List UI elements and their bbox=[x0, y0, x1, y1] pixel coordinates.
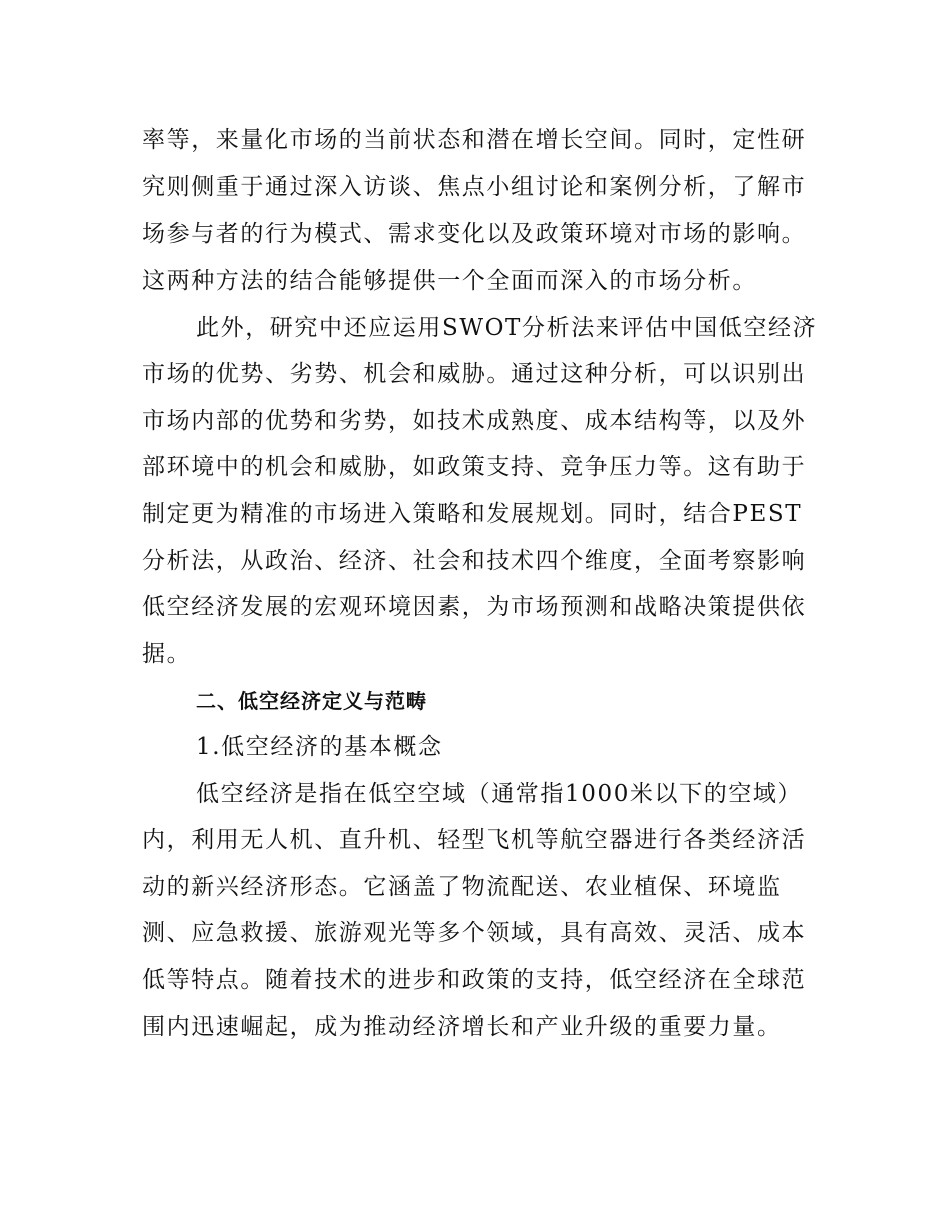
paragraph-line: 市场的优势、劣势、机会和威胁。通过这种分析，可以识别出 bbox=[142, 361, 807, 387]
paragraph-line: 此外，研究中还应运用SWOT分析法来评估中国低空经济 bbox=[196, 315, 818, 341]
paragraph-line: 低等特点。随着技术的进步和政策的支持，低空经济在全球范 bbox=[142, 967, 807, 993]
paragraph-line: 低空经济是指在低空空域（通常指1000米以下的空域） bbox=[196, 781, 803, 807]
paragraph-line: 内，利用无人机、直升机、轻型飞机等航空器进行各类经济活 bbox=[142, 827, 807, 853]
paragraph-line: 动的新兴经济形态。它涵盖了物流配送、农业植保、环境监 bbox=[142, 874, 782, 900]
paragraph-line: 测、应急救援、旅游观光等多个领域，具有高效、灵活、成本 bbox=[142, 920, 807, 946]
paragraph-line: 场参与者的行为模式、需求变化以及政策环境对市场的影响。 bbox=[142, 221, 807, 247]
paragraph-line: 据。 bbox=[142, 641, 192, 667]
paragraph-line: 市场内部的优势和劣势，如技术成熟度、成本结构等，以及外 bbox=[142, 408, 807, 434]
paragraph-line: 围内迅速崛起，成为推动经济增长和产业升级的重要力量。 bbox=[142, 1014, 782, 1040]
paragraph-line: 制定更为精准的市场进入策略和发展规划。同时，结合PEST bbox=[142, 501, 803, 527]
paragraph-line: 这两种方法的结合能够提供一个全面而深入的市场分析。 bbox=[142, 268, 757, 294]
paragraph-line: 究则侧重于通过深入访谈、焦点小组讨论和案例分析，了解市 bbox=[142, 174, 807, 200]
section-heading: 二、低空经济定义与范畴 bbox=[196, 689, 427, 713]
paragraph-line: 分析法，从政治、经济、社会和技术四个维度，全面考察影响 bbox=[142, 548, 807, 574]
paragraph-line: 率等，来量化市场的当前状态和潜在增长空间。同时，定性研 bbox=[142, 127, 807, 153]
paragraph-line: 部环境中的机会和威胁，如政策支持、竞争压力等。这有助于 bbox=[142, 454, 807, 480]
paragraph-line: 低空经济发展的宏观环境因素，为市场预测和战略决策提供依 bbox=[142, 594, 807, 620]
subsection-heading: 1.低空经济的基本概念 bbox=[196, 734, 443, 760]
